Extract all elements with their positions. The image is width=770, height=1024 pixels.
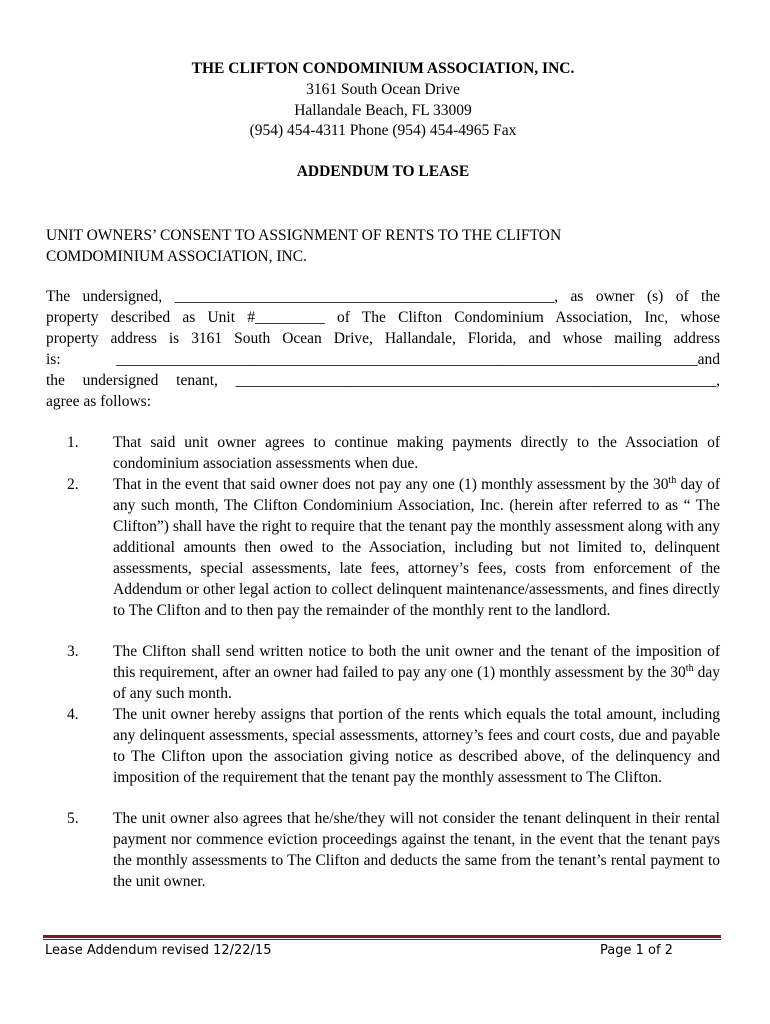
list-item-text bbox=[113, 641, 720, 704]
consent-heading-line-2: COMDOMINIUM ASSOCIATION, INC. bbox=[46, 248, 307, 265]
list-item-text-part: That in the event that said owner does not pay any one (1) monthly assessment by the 30 bbox=[113, 476, 669, 493]
consent-heading bbox=[46, 225, 720, 267]
intro-line-5: the undersigned tenant, ______________________________________________________________, bbox=[46, 372, 720, 389]
list-item-text-part: day of any such month. bbox=[113, 664, 720, 702]
list-item-text: The unit owner hereby assigns that portion of the rents which equals the total amount, including any delinquent assessments, special assessments, attorney’s fees and court costs, due and payable to The Clifton upon the association giving notice as described above, of the delinquency and imposition of the requirement that the tenant pay the monthly assessment to The Clifton. bbox=[113, 706, 720, 786]
address-line-1: 3161 South Ocean Drive bbox=[306, 81, 460, 98]
document-title: ADDENDUM TO LEASE bbox=[296, 163, 470, 180]
footer-divider bbox=[43, 935, 721, 938]
list-item-number: 3. bbox=[67, 643, 79, 660]
footer-divider-thin bbox=[43, 939, 721, 940]
list-item-number: 5. bbox=[67, 810, 79, 827]
consent-heading-line-1: UNIT OWNERS’ CONSENT TO ASSIGNMENT OF RENTS TO THE CLIFTON bbox=[46, 227, 562, 244]
footer-revision: Lease Addendum revised 12/22/15 bbox=[45, 943, 272, 958]
intro-line-6: agree as follows: bbox=[46, 393, 152, 410]
list-item-text-part: The Clifton shall send written notice to both the unit owner and the tenant of the imposition of this requirement, after an owner had failed to pay any one (1) monthly assessment by the 30 bbox=[113, 643, 720, 681]
list-item-text bbox=[113, 474, 720, 621]
ordinal-superscript: th bbox=[668, 474, 677, 486]
intro-line-3: property address is 3161 South Ocean Drive, Hallandale, Florida, and whose mailing address bbox=[46, 330, 720, 347]
intro-line-2: property described as Unit #_________ of The Clifton Condominium Association, Inc, whose bbox=[46, 309, 720, 326]
list-item-text: That said unit owner agrees to continue making payments directly to the Association of condominium association assessments when due. bbox=[113, 434, 720, 472]
intro-paragraph bbox=[46, 286, 720, 412]
phone-fax: (954) 454-4311 Phone (954) 454-4965 Fax bbox=[249, 122, 517, 139]
intro-line-4: is: ___________________________________________________________________________and bbox=[46, 351, 720, 368]
list-item-number: 4. bbox=[67, 706, 79, 723]
list-item-text: The unit owner also agrees that he/she/they will not consider the tenant delinquent in their rental payment nor commence eviction proceedings against the tenant, in the event that the tenant pays the monthly assessments to The Clifton and deducts the same from the tenant’s rental payment to the unit owner. bbox=[113, 810, 720, 890]
org-name: THE CLIFTON CONDOMINIUM ASSOCIATION, INC. bbox=[191, 60, 575, 77]
list-item-number: 1. bbox=[67, 434, 79, 451]
address-line-2: Hallandale Beach, FL 33009 bbox=[294, 102, 472, 119]
list-item-text-part: day of any such month, The Clifton Condominium Association, Inc. (herein after referred to as “ The Clifton”) shall have the right to require that the tenant pay the monthly assessment along with any additional amounts then owed to the Association, including but not limited to, delinquent assessments, special assessments, late fees, attorney’s fees, costs from enforcement of the Addendum or other legal action to collect delinquent maintenance/assessments, and fines directly to The Clifton and to then pay the remainder of the monthly rent to the landlord. bbox=[113, 476, 721, 619]
intro-line-1: The undersigned, _________________________________________________, as owner (s) of the bbox=[46, 288, 720, 305]
footer-page-number: Page 1 of 2 bbox=[600, 943, 673, 958]
ordinal-superscript: th bbox=[685, 662, 694, 674]
list-item-number: 2. bbox=[67, 476, 79, 493]
